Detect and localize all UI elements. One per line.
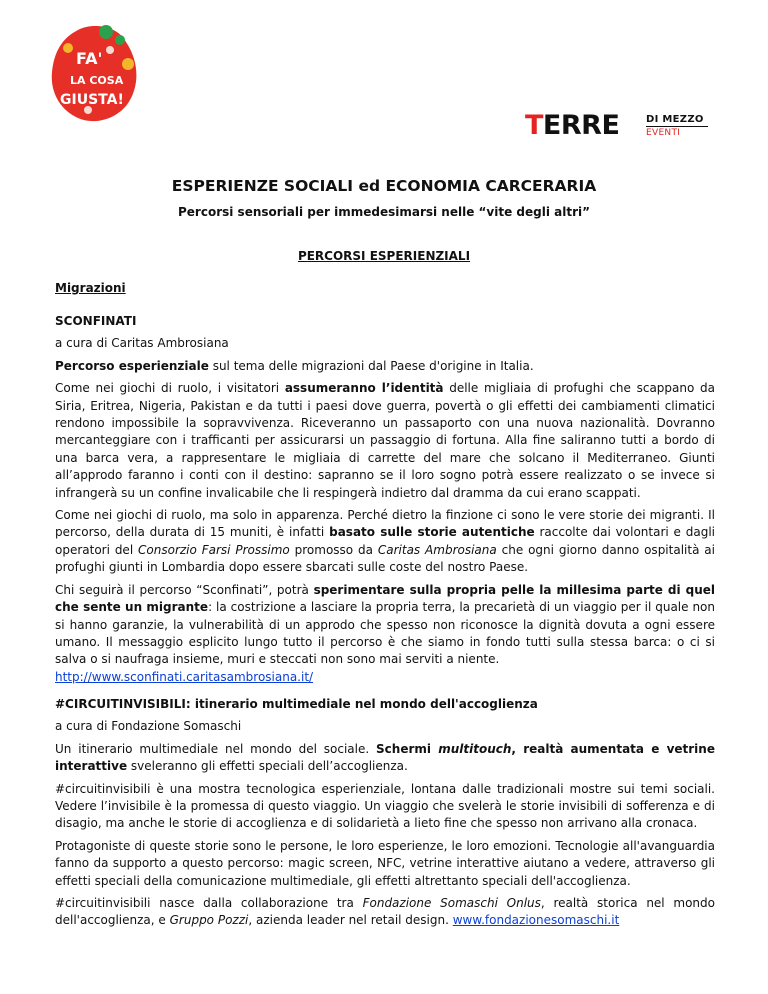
section-heading: PERCORSI ESPERIENZIALI: [297, 249, 471, 263]
bold-text: Schermi: [376, 741, 439, 756]
sconfinati-paragraph-4: [55, 582, 715, 686]
logo-line1: FA': [76, 49, 103, 68]
sconfinati-heading: SCONFINATI: [55, 314, 137, 328]
circuit-paragraph-3: Protagoniste di queste storie sono le persone, le loro esperienze, le loro emozioni. Tecnologie all'avanguardia fanno da supporto a questo percorso: magic screen, NFC, vetrine interattive aiutano a vedere, attraverso gli effetti speciali della comunicazione multimediale, gli effetti altrettanto speciali dell'accoglienza.: [55, 838, 715, 888]
text: Un itinerario multimediale nel mondo del sociale.: [55, 741, 377, 756]
di-mezzo-text: DI MEZZO: [646, 114, 704, 125]
sconfinati-link[interactable]: http://www.sconfinati.caritasambrosiana.it/: [55, 669, 314, 684]
bold-text: assumeranno l’identità: [284, 381, 444, 396]
terre-rest: ERRE: [542, 110, 620, 141]
category-heading: Migrazioni: [55, 281, 126, 295]
circuit-paragraph-1: [55, 741, 715, 776]
eventi-text: EVENTI: [646, 128, 681, 138]
text: che ogni giorno danno ospitalità ai profughi giunti in Lombardia dopo essere sbarcati sulle coste del nostro Paese.: [55, 542, 715, 575]
circuit-byline: a cura di Fondazione Somaschi: [55, 719, 242, 734]
terre-first-letter: T: [525, 110, 543, 141]
logo-line2: LA COSA: [70, 74, 124, 87]
text: delle migliaia di profughi che scappano da Siria, Eritrea, Nigeria, Pakistan e da tutti i paesi dove guerra, povertà o gli effetti dei cambiamenti climatici rendono impossibile la sopravvivenza. Riceveranno un passaporto con una nuova nazionalità. Dovranno mercanteggiare con i trafficanti per assicurarsi un passaggio di fortuna. Alla fine saliranno tutti a bordo di una barca vera, a rappresentare le migliaia di carrette del mare che solcano il Mediterraneo. Giunti all’approdo faranno i conti con il destino: sapranno se il loro sogno potrà essere realizzato o se invece si infrangerà su un confine invalicabile che li respingerà indietro dal dramma da cui erano scappati.: [55, 381, 715, 500]
fa-la-cosa-giusta-logo: [48, 22, 140, 126]
bold-text: sperimentare sulla propria pelle la millesima parte di quel che sente un migrante: [55, 582, 716, 615]
circuitinvisibili-section: [55, 696, 715, 935]
circuit-paragraph-2: #circuitinvisibili è una mostra tecnologica esperienziale, lontana dalle tradizionali mostre sui temi sociali. Vedere l’invisibile è la promessa di questo viaggio. Un viaggio che svelerà le storie invisibili di sofferenza e di disagio, ma anche le storie di accoglienza e di solidarietà a lieto fine che spesso non arrivano alla cronaca.: [55, 781, 715, 831]
circuit-link[interactable]: www.fondazionesomaschi.it: [452, 913, 620, 928]
bold-text: basato sulle storie autentiche: [329, 525, 535, 540]
bold-italic-text: multitouch: [438, 741, 512, 756]
logo-line3: GIUSTA!: [60, 92, 124, 108]
text: : la costrizione a lasciare la propria terra, la precarietà di un viaggio per il quale non si hanno garanzie, la vulnerabilità di un approdo che spesso non riconosce la dignità dovuta a ogni essere umano. Il messaggio esplicito lungo tutto il percorso è che siamo in fondo tutti sulla stessa barca: o ci si salva o si naufraga insieme, muri e steccati non sono mai serviti a niente.: [55, 600, 715, 667]
text: Come nei giochi di ruolo, ma solo in apparenza. Perché dietro la finzione ci sono le vere storie dei migranti. Il percorso, della durata di 15 muniti, è infatti: [55, 508, 715, 540]
di-mezzo-block: [646, 114, 712, 138]
sconfinati-section: [55, 313, 715, 686]
circuit-paragraph-4: [55, 895, 715, 930]
page-subtitle: Percorsi sensoriali per immedesimarsi nelle “vite degli altri”: [177, 205, 590, 219]
sconfinati-paragraph-3: [55, 507, 715, 577]
sconfinati-paragraph-2: [55, 380, 715, 502]
di-mezzo-rule: [646, 126, 708, 127]
text: #circuitinvisibili nasce dalla collaborazione tra: [55, 896, 363, 911]
italic-text: Consorzio Farsi Prossimo: [138, 542, 290, 557]
text: , azienda leader nel retail design.: [248, 913, 453, 928]
text: sveleranno gli effetti speciali dell’accoglienza.: [127, 759, 408, 774]
italic-text: Gruppo Pozzi: [169, 913, 249, 928]
text: promosso da: [289, 542, 378, 557]
terre-di-mezzo-logo: [525, 110, 715, 142]
italic-text: Fondazione Somaschi Onlus: [362, 896, 541, 911]
sconfinati-paragraph-1: [55, 358, 715, 375]
circuit-heading: #CIRCUITINVISIBILI: itinerario multimediale nel mondo dell'accoglienza: [55, 697, 538, 711]
text: Come nei giochi di ruolo, i visitatori: [55, 381, 285, 396]
terre-wordmark: [525, 111, 619, 141]
logo-blob-icon: [48, 22, 140, 126]
page-title: ESPERIENZE SOCIALI ed ECONOMIA CARCERARIA: [171, 177, 597, 195]
sconfinati-byline: a cura di Caritas Ambrosiana: [55, 336, 229, 351]
italic-text: Caritas Ambrosiana: [377, 542, 497, 557]
text: raccolte dai volontari e dagli operatori del: [55, 525, 716, 557]
text: sul tema delle migrazioni dal Paese d'origine in Italia.: [208, 358, 534, 373]
text: Chi seguirà il percorso “Sconfinati”, potrà: [55, 582, 314, 597]
text: , realtà storica nel mondo dell'accoglienza, e: [55, 896, 715, 928]
bold-text: , realtà aumentata e vetrine interattive: [55, 741, 715, 774]
bold-text: Percorso esperienziale: [55, 358, 209, 373]
